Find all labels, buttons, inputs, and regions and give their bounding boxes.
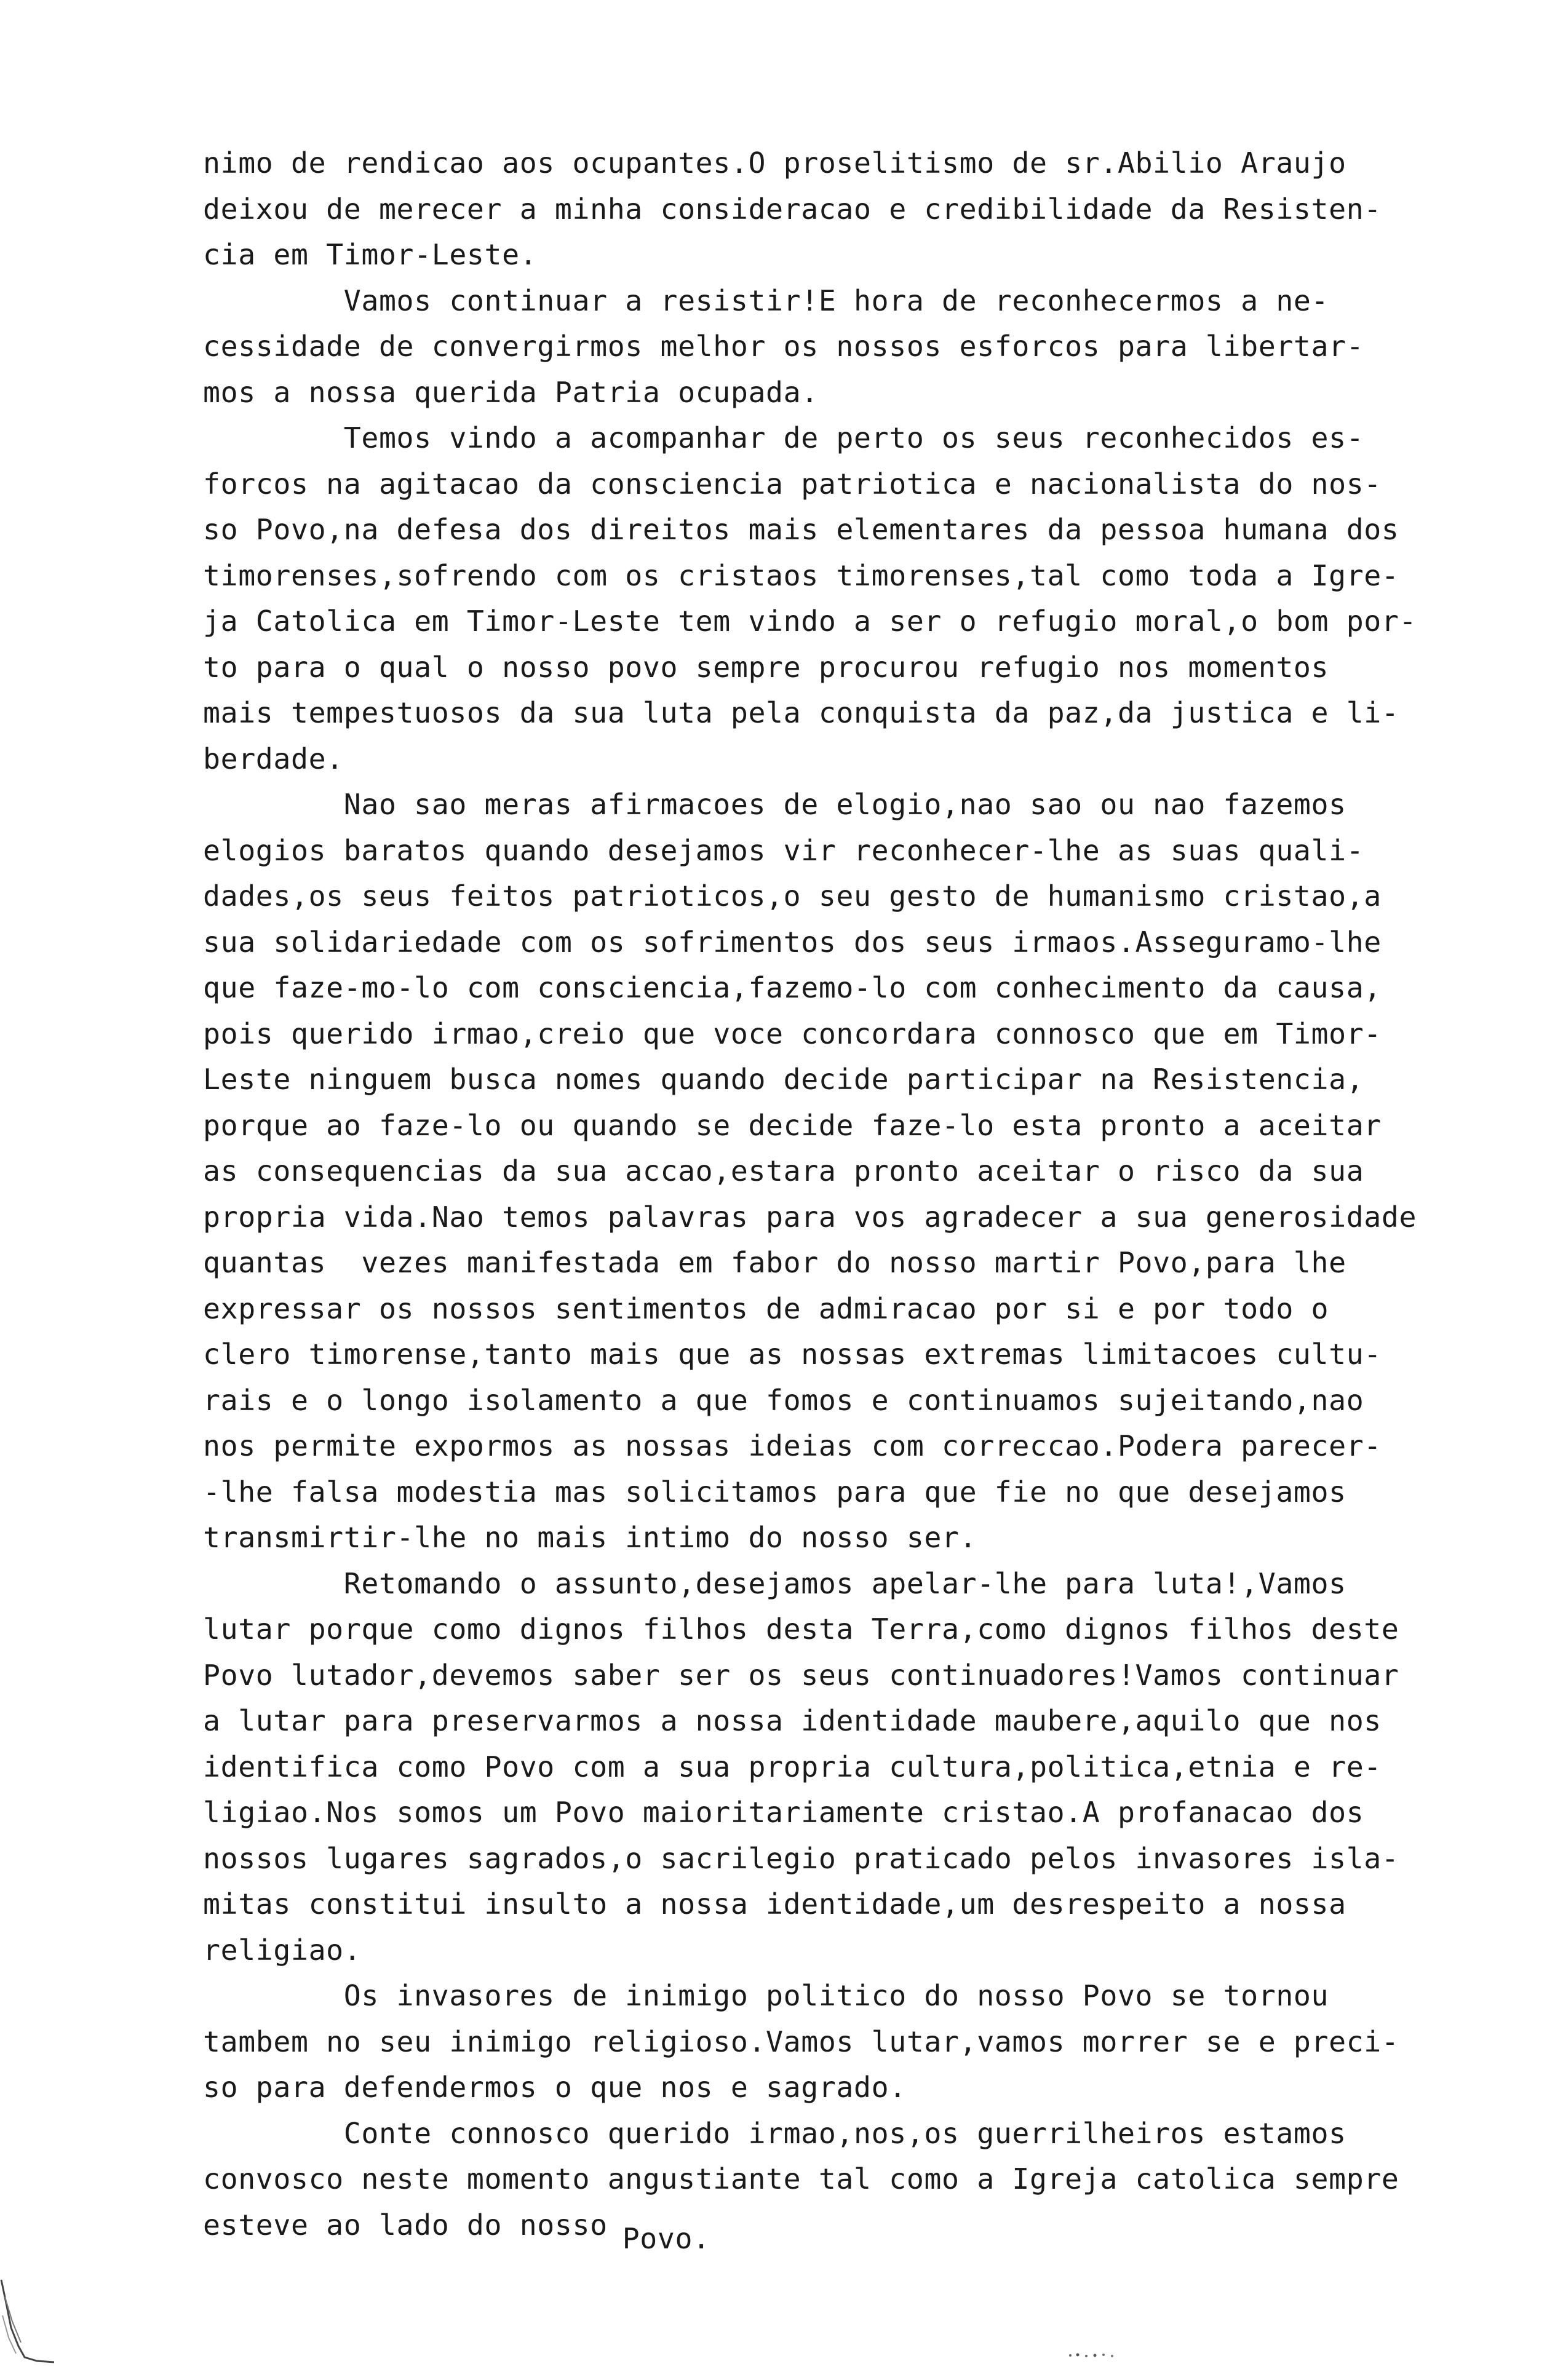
text-line-12: to para o qual o nosso povo sempre procurou refugio nos momentos: [203, 650, 1329, 684]
final-word: Povo.: [622, 2221, 710, 2255]
text-line-26: expressar os nossos sentimentos de admiracao por si e por todo o: [203, 1291, 1329, 1325]
text-line-37: ligiao.Nos somos um Povo maioritariamente cristao.A profanacao dos: [203, 1796, 1364, 1829]
text-line-20: pois querido irmao,creio que voce concordara connosco que em Timor-: [203, 1017, 1382, 1050]
text-line-1: nimo de rendicao aos ocupantes.O proselitismo de sr.Abilio Araujo: [203, 146, 1346, 180]
text-line-7: Temos vindo a acompanhar de perto os seus reconhecidos es-: [203, 421, 1364, 454]
text-line-4: Vamos continuar a resistir!E hora de reconhecermos a ne-: [203, 284, 1329, 317]
final-line-text: esteve ao lado do nosso: [203, 2208, 608, 2242]
text-line-38: nossos lugares sagrados,o sacrilegio praticado pelos invasores isla-: [203, 1841, 1399, 1875]
text-line-13: mais tempestuosos da sua luta pela conquista da paz,da justica e li-: [203, 696, 1399, 729]
text-line-14: berdade.: [203, 742, 344, 775]
text-line-15: Nao sao meras afirmacoes de elogio,nao sao ou nao fazemos: [203, 788, 1346, 821]
text-line-31: transmirtir-lhe no mais intimo do nosso ser.: [203, 1521, 977, 1554]
text-line-29: nos permite expormos as nossas ideias com correccao.Podera parecer-: [203, 1429, 1382, 1462]
text-line-8: forcos na agitacao da consciencia patriotica e nacionalista do nos-: [203, 467, 1382, 501]
text-line-28: rais e o longo isolamento a que fomos e continuamos sujeitando,nao: [203, 1383, 1364, 1417]
letter-body: [203, 140, 1519, 2255]
text-line-42: tambem no seu inimigo religioso.Vamos lutar,vamos morrer se e preci-: [203, 2025, 1399, 2058]
text-line-16: elogios baratos quando desejamos vir reconhecer-lhe as suas quali-: [203, 833, 1364, 867]
text-line-44: Conte connosco querido irmao,nos,os guerrilheiros estamos: [203, 2116, 1346, 2150]
text-line-9: so Povo,na defesa dos direitos mais elementares da pessoa humana dos: [203, 513, 1399, 546]
text-line-11: ja Catolica em Timor-Leste tem vindo a ser o refugio moral,o bom por-: [203, 605, 1417, 638]
text-line-24: propria vida.Nao temos palavras para vos agradecer a sua generosidade: [203, 1200, 1417, 1234]
text-line-2: deixou de merecer a minha consideracao e credibilidade da Resisten-: [203, 192, 1382, 226]
text-line-22: porque ao faze-lo ou quando se decide faze-lo esta pronto a aceitar: [203, 1108, 1382, 1142]
text-line-17: dades,os seus feitos patrioticos,o seu gesto de humanismo cristao,a: [203, 879, 1382, 913]
text-line-6: mos a nossa querida Patria ocupada.: [203, 375, 819, 409]
text-line-41: Os invasores de inimigo politico do nosso Povo se tornou: [203, 1979, 1329, 2012]
text-line-36: identifica como Povo com a sua propria cultura,politica,etnia e re-: [203, 1750, 1382, 1783]
text-line-30: -lhe falsa modestia mas solicitamos para que fie no que desejamos: [203, 1475, 1346, 1509]
text-line-25: quantas vezes manifestada em fabor do nosso martir Povo,para lhe: [203, 1246, 1346, 1279]
text-line-18: sua solidariedade com os sofrimentos dos seus irmaos.Asseguramo-lhe: [203, 925, 1382, 959]
text-line-3: cia em Timor-Leste.: [203, 238, 538, 271]
text-line-45: convosco neste momento angustiante tal como a Igreja catolica sempre: [203, 2162, 1399, 2196]
text-line-5: cessidade de convergirmos melhor os nossos esforcos para libertar-: [203, 330, 1364, 363]
scan-speckle: [1064, 2348, 1120, 2360]
text-line-34: Povo lutador,devemos saber ser os seus continuadores!Vamos continuar: [203, 1658, 1399, 1692]
text-line-10: timorenses,sofrendo com os cristaos timorenses,tal como toda a Igre-: [203, 558, 1399, 592]
text-line-32: Retomando o assunto,desejamos apelar-lhe para luta!,Vamos: [203, 1566, 1346, 1600]
text-line-27: clero timorense,tanto mais que as nossas extremas limitacoes cultu-: [203, 1338, 1382, 1371]
text-line-21: Leste ninguem busca nomes quando decide participar na Resistencia,: [203, 1063, 1364, 1096]
text-line-33: lutar porque como dignos filhos desta Terra,como dignos filhos deste: [203, 1612, 1399, 1646]
text-line-19: que faze-mo-lo com consciencia,fazemo-lo com conhecimento da causa,: [203, 971, 1382, 1004]
text-line-23: as consequencias da sua accao,estara pronto aceitar o risco da sua: [203, 1154, 1364, 1188]
text-line-39: mitas constitui insulto a nossa identidade,um desrespeito a nossa: [203, 1887, 1346, 1921]
text-line-43: so para defendermos o que nos e sagrado.: [203, 2071, 907, 2104]
text-line-46: [203, 2202, 1519, 2255]
text-line-35: a lutar para preservarmos a nossa identidade maubere,aquilo que nos: [203, 1704, 1382, 1737]
text-line-40: religiao.: [203, 1933, 362, 1967]
scan-corner-mark: [0, 2279, 55, 2365]
